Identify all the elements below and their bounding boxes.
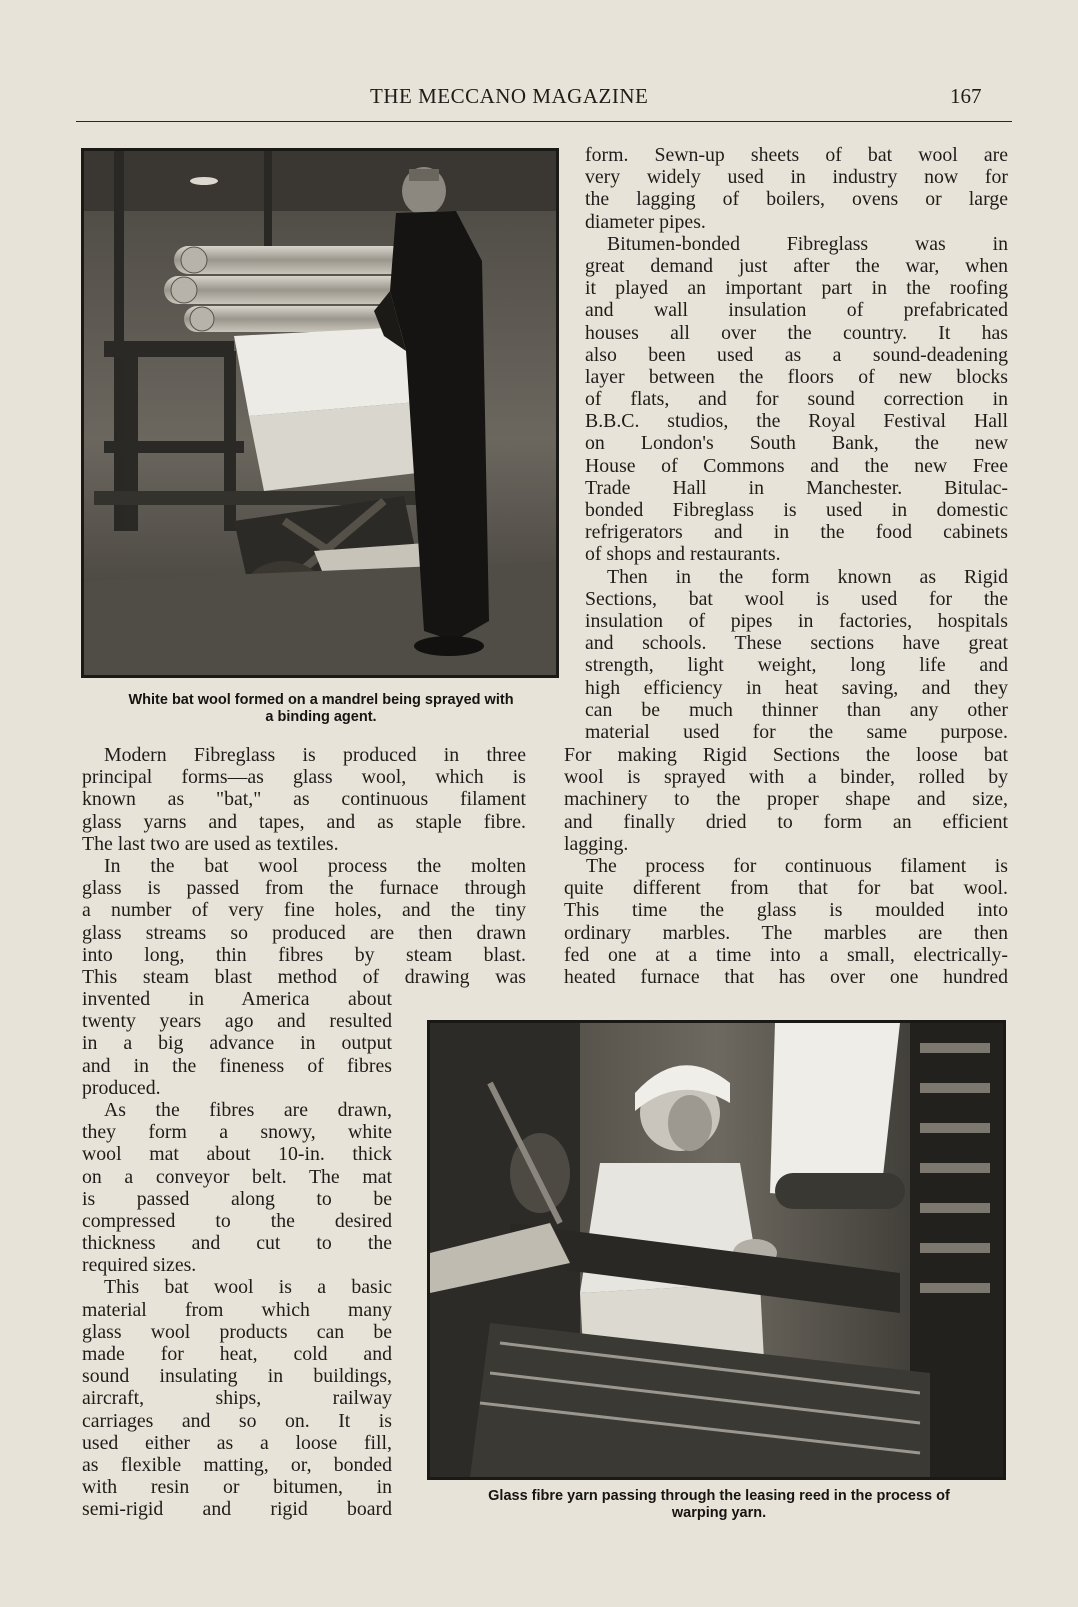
text-line: known as "bat," as continuous filament [82, 788, 526, 811]
text-line: form. Sewn-up sheets of bat wool are [585, 144, 1008, 166]
text-line: and schools. These sections have great [585, 632, 1008, 655]
text-line: twenty years ago and resulted [82, 1010, 392, 1033]
text-line: and finally dried to form an efficient [564, 810, 1008, 833]
text-line: semi-rigid and rigid board [82, 1498, 392, 1521]
text-line: Modern Fibreglass is produced in three [104, 744, 526, 766]
photo-bat-wool-mandrel [81, 148, 559, 678]
caption-line: Glass fibre yarn passing through the leasing reed in the process of [488, 1488, 950, 1504]
text-line: B.B.C. studios, the Royal Festival Hall [585, 410, 1008, 433]
text-line: used either as a loose fill, [82, 1431, 392, 1454]
text-line: as flexible matting, or, bonded [82, 1453, 392, 1476]
text-line: Bitumen-bonded Fibreglass was in [607, 232, 1008, 255]
caption-line: warping yarn. [671, 1505, 767, 1521]
text-line: compressed to the desired [82, 1209, 392, 1232]
text-line: very widely used in industry now for [585, 166, 1008, 189]
text-line: fed one at a time into a small, electrically- [564, 943, 1008, 966]
text-line: For making Rigid Sections the loose bat [564, 744, 1008, 766]
text-line: This steam blast method of drawing was [82, 965, 526, 988]
text-line: layer between the floors of new blocks [585, 365, 1008, 388]
text-line: This time the glass is moulded into [564, 899, 1008, 922]
text-line: bonded Fibreglass is used in domestic [585, 499, 1008, 521]
text-line: The last two are used as textiles. [82, 832, 339, 855]
text-line: into long, thin fibres by steam blast. [82, 943, 526, 966]
text-line: Trade Hall in Manchester. Bitulac- [585, 476, 1008, 499]
text-line: insulation of pipes in factories, hospitals [585, 609, 1008, 632]
text-line: high efficiency in heat saving, and they [585, 676, 1008, 699]
text-line: This bat wool is a basic [104, 1276, 392, 1299]
text-line: glass streams so produced are then drawn [82, 921, 526, 944]
text-line: it played an important part in the roofing [585, 277, 1008, 300]
text-line: lagging. [564, 832, 629, 855]
text-line: ordinary marbles. The marbles are then [564, 921, 1008, 944]
magazine-title: THE MECCANO MAGAZINE [370, 84, 649, 108]
text-line: required sizes. [82, 1254, 197, 1277]
text-line: glass is passed from the furnace through [82, 877, 526, 900]
page-number: 167 [950, 84, 982, 108]
text-line: As the fibres are drawn, [104, 1098, 392, 1121]
text-line: and in the fineness of fibres [82, 1054, 392, 1077]
text-line: is passed along to be [82, 1187, 392, 1210]
text-line: thickness and cut to the [82, 1232, 392, 1255]
text-line: principal forms—as glass wool, which is [82, 766, 526, 789]
left-column-narrow [82, 988, 392, 1521]
text-line: in a big advance in output [82, 1032, 392, 1055]
caption-line: a binding agent. [265, 709, 377, 725]
text-line: glass wool products can be [82, 1320, 392, 1343]
text-line: aircraft, ships, railway [82, 1387, 392, 1410]
text-line: heated furnace that has over one hundred [564, 965, 1008, 988]
text-line: Sections, bat wool is used for the [585, 587, 1008, 610]
text-line: quite different from that for bat wool. [564, 877, 1008, 900]
photo-bat-wool-mandrel-caption [78, 692, 564, 726]
text-line: of flats, and for sound correction in [585, 388, 1008, 411]
text-line: material used for the same purpose. [585, 720, 1008, 743]
text-line: also been used as a sound-deadening [585, 343, 1008, 366]
text-line: can be much thinner than any other [585, 698, 1008, 721]
text-line: a number of very fine holes, and the tiny [82, 899, 526, 922]
text-line: material from which many [82, 1298, 392, 1321]
photo-bat-wool-mandrel-image [84, 151, 556, 675]
text-line: House of Commons and the new Free [585, 454, 1008, 477]
text-line: machinery to the proper shape and size, [564, 788, 1008, 811]
text-line: produced. [82, 1076, 161, 1099]
text-line: houses all over the country. It has [585, 321, 1008, 344]
text-line: Then in the form known as Rigid [607, 565, 1008, 588]
right-column-top [585, 144, 1008, 743]
text-line: great demand just after the war, when [585, 254, 1008, 277]
text-line: diameter pipes. [585, 210, 706, 233]
text-line: wool mat about 10-in. thick [82, 1143, 392, 1166]
photo-leasing-reed-caption [424, 1488, 1014, 1522]
text-line: on a conveyor belt. The mat [82, 1165, 392, 1188]
text-line: The process for continuous filament is [586, 854, 1008, 877]
photo-leasing-reed [427, 1020, 1006, 1480]
right-column-middle [564, 744, 1008, 988]
text-line: sound insulating in buildings, [82, 1365, 392, 1388]
caption-line: White bat wool formed on a mandrel being sprayed with [128, 692, 514, 708]
text-line: made for heat, cold and [82, 1343, 392, 1365]
text-line: on London's South Bank, the new [585, 432, 1008, 455]
left-column-middle [82, 744, 526, 988]
text-line: wool is sprayed with a binder, rolled by [564, 766, 1008, 789]
text-line: glass yarns and tapes, and as staple fibre. [82, 810, 526, 833]
text-line: refrigerators and in the food cabinets [585, 521, 1008, 544]
header-rule [76, 121, 1012, 122]
text-line: they form a snowy, white [82, 1121, 392, 1144]
text-line: carriages and so on. It is [82, 1409, 392, 1432]
text-line: and wall insulation of prefabricated [585, 299, 1008, 322]
text-line: with resin or bitumen, in [82, 1476, 392, 1499]
text-line: the lagging of boilers, ovens or large [585, 188, 1008, 211]
text-line: invented in America about [82, 988, 392, 1010]
text-line: strength, light weight, long life and [585, 654, 1008, 677]
text-line: In the bat wool process the molten [104, 854, 526, 877]
photo-leasing-reed-image [430, 1023, 1003, 1477]
text-line: of shops and restaurants. [585, 543, 781, 566]
